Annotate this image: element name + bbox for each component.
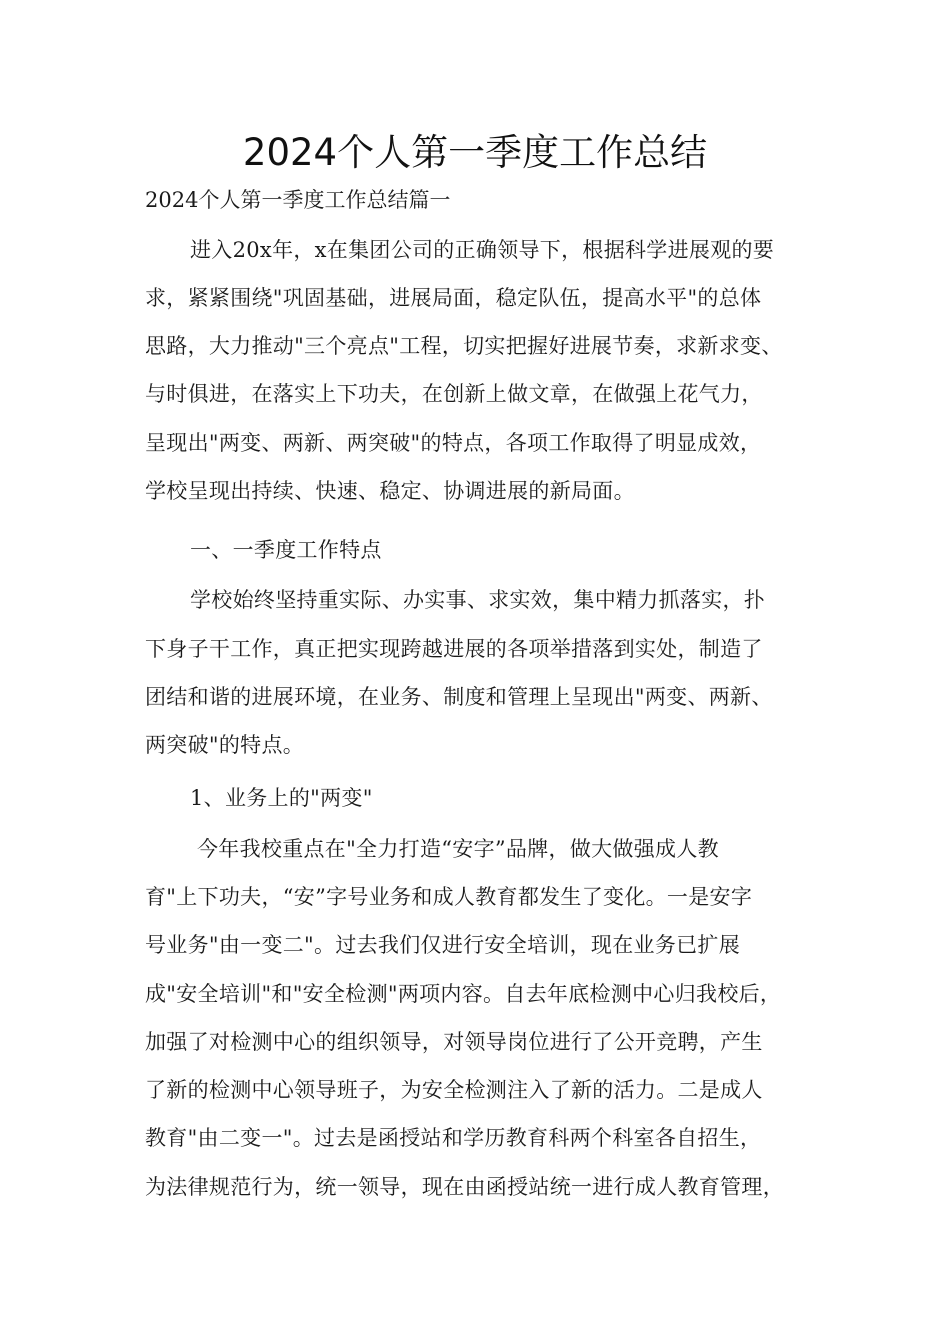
paragraph-line: 思路，大力推动"三个亮点"工程，切实把握好进展节奏，求新求变、: [145, 334, 783, 358]
document-title: 2024个人第一季度工作总结: [242, 131, 708, 174]
paragraph-line: 为法律规范行为，统一领导，现在由函授站统一进行成人教育管理，: [145, 1175, 784, 1199]
subsection-heading: 1、业务上的"两变": [190, 786, 373, 810]
paragraph-line: 今年我校重点在"全力打造“安字”品牌，做大做强成人教: [197, 837, 719, 861]
paragraph-line: 了新的检测中心领导班子，为安全检测注入了新的活力。二是成人: [145, 1078, 763, 1102]
paragraph-line: 与时俱进，在落实上下功夫，在创新上做文章，在做强上花气力，: [145, 382, 763, 406]
paragraph-line: 教育"由二变一"。过去是函授站和学历教育科两个科室各自招生，: [145, 1126, 762, 1150]
paragraph-line: 加强了对检测中心的组织领导，对领导岗位进行了公开竞聘，产生: [145, 1030, 763, 1054]
paragraph-line: 成"安全培训"和"安全检测"两项内容。自去年底检测中心归我校后，: [145, 982, 782, 1006]
paragraph-line: 两突破"的特点。: [145, 733, 305, 757]
paragraph-line: 下身子干工作，真正把实现跨越进展的各项举措落到实处，制造了: [145, 637, 763, 661]
paragraph-line: 求，紧紧围绕"巩固基础，进展局面，稳定队伍，提高水平"的总体: [145, 286, 762, 310]
paragraph-line: 育"上下功夫，“安”字号业务和成人教育都发生了变化。一是安字: [145, 885, 753, 909]
paragraph-line: 进入20x年，x在集团公司的正确领导下，根据科学进展观的要: [190, 238, 775, 262]
paragraph-line: 呈现出"两变、两新、两突破"的特点，各项工作取得了明显成效，: [145, 431, 762, 455]
section-heading: 一、一季度工作特点: [190, 538, 382, 562]
paragraph-line: 学校始终坚持重实际、办实事、求实效，集中精力抓落实，扑: [190, 588, 766, 612]
paragraph-line: 号业务"由一变二"。过去我们仅进行安全培训，现在业务已扩展: [145, 933, 741, 957]
document-subtitle: 2024个人第一季度工作总结篇一: [145, 188, 451, 212]
paragraph-line: 学校呈现出持续、快速、稳定、协调进展的新局面。: [145, 479, 635, 503]
paragraph-line: 团结和谐的进展环境，在业务、制度和管理上呈现出"两变、两新、: [145, 685, 773, 709]
